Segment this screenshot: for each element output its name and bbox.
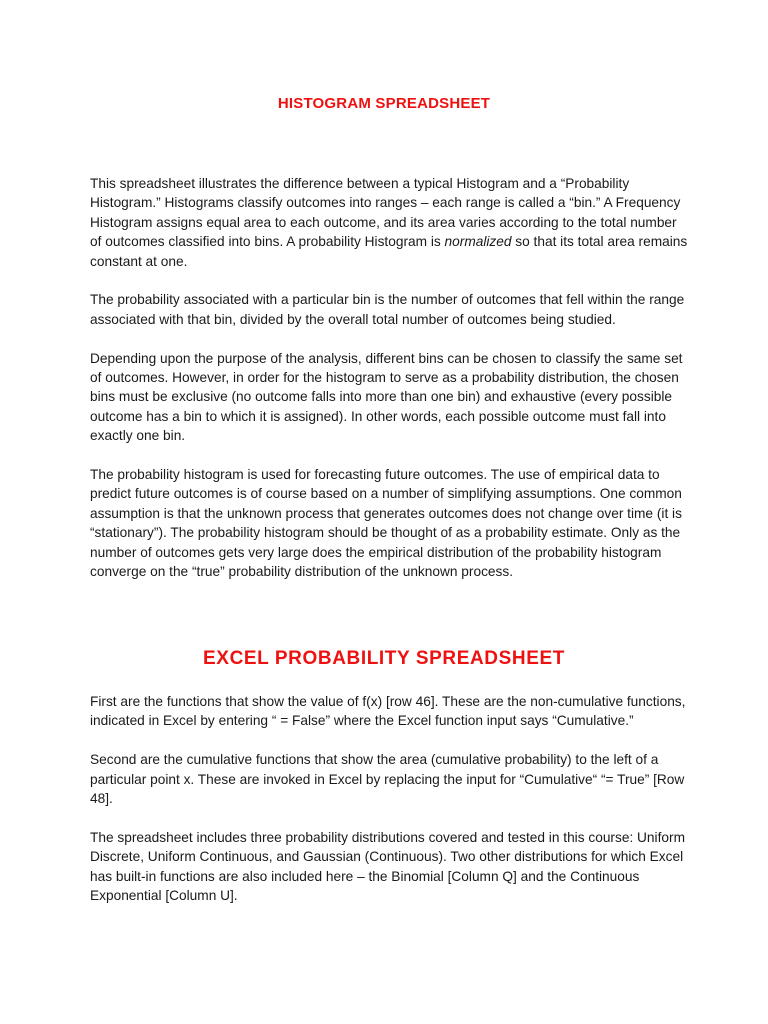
excel-paragraph-1: First are the functions that show the value of f(x) [row 46]. These are the non-cumulative functions, indicated in Excel by entering “ = False” where the Excel function input says “Cumulative.” xyxy=(90,694,686,729)
section-title: EXCEL PROBABILITY SPREADSHEET xyxy=(203,648,565,669)
document-title: HISTOGRAM SPREADSHEET xyxy=(277,95,491,112)
intro-paragraph-2: The probability associated with a particular bin is the number of outcomes that fell within the range associated with that bin, divided by the overall total number of outcomes being studied. xyxy=(90,292,685,327)
intro-paragraph-4: The probability histogram is used for forecasting future outcomes. The use of empirical data to predict future outcomes is of course based on a number of simplifying assumptions. One common assumption is that the unknown process that generates outcomes does not change over time (it is “stationary”). The probability histogram should be thought of as a probability estimate. Only as the number of outcomes gets very large does the empirical distribution of the probability histogram converge on the “true” probability distribution of the unknown process. xyxy=(90,467,682,580)
intro-paragraph-3: Depending upon the purpose of the analysis, different bins can be chosen to classify the same set of outcomes. However, in order for the histogram to serve as a probability distribution, the chosen bins must be exclusive (no outcome falls into more than one bin) and exhaustive (every possible outcome has a bin to which it is assigned). In other words, each possible outcome must fall into exactly one bin. xyxy=(90,350,683,444)
excel-paragraph-2: Second are the cumulative functions that show the area (cumulative probability) to the left of a particular point x. These are invoked in Excel by replacing the input for “Cumulative“ “= True” [Row 48]. xyxy=(90,752,685,807)
excel-section xyxy=(90,692,690,925)
intro-paragraph-1-emphasis: normalized xyxy=(444,234,512,250)
intro-paragraph-1-text-b: so that its total area remains constant at one. xyxy=(90,234,688,269)
excel-paragraph-3: The spreadsheet includes three probability distributions covered and tested in this course: Uniform Discrete, Uniform Continuous, and Gaussian (Continuous). Two other distributions for which Excel has built-in functions are also included here – the Binomial [Column Q] and the Continuous Exponential [Column U]. xyxy=(90,829,685,904)
intro-paragraph-1-text-a: This spreadsheet illustrates the difference between a typical Histogram and a “Probability Histogram.” Histograms classify outcomes into ranges – each range is called a “bin.” A Frequency Histogram assigns equal area to each outcome, and its area varies according to the total number of outcomes classified into bins. A probability Histogram is xyxy=(90,176,681,250)
intro-paragraph-1 xyxy=(90,174,690,271)
intro-section xyxy=(90,174,690,601)
